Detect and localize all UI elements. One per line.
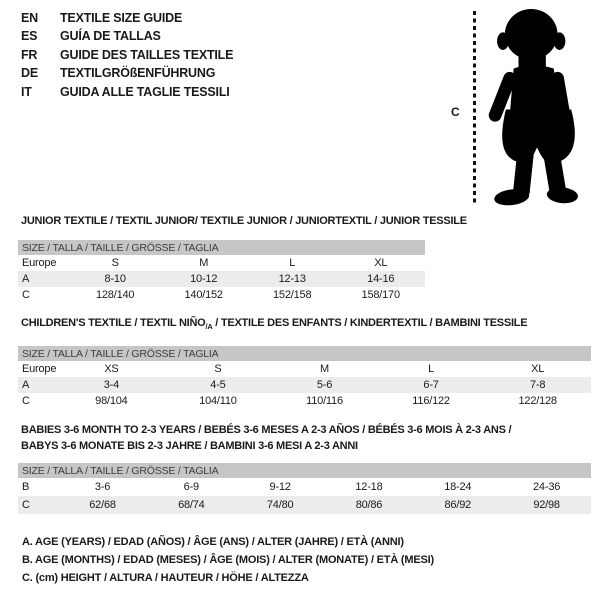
row-label-cell: C: [22, 395, 30, 408]
size-cell: XS: [104, 363, 119, 376]
table-row: [18, 287, 425, 303]
row-label-cell: B: [22, 481, 30, 493]
size-cell: 10-12: [190, 273, 218, 285]
children-table-title: [21, 317, 591, 333]
title-line: BABIES 3-6 MONTH TO 2-3 YEARS / BEBÉS 3-6 MESES A 2-3 AÑOS / BÉBÉS 3-6 MOIS À 2-3 ANS /: [21, 424, 512, 436]
toddler-silhouette-icon: [485, 8, 593, 208]
language-code: IT: [21, 84, 32, 99]
table-row: [18, 271, 425, 287]
size-cell: 12-18: [355, 481, 383, 493]
size-cell: S: [111, 257, 119, 269]
language-row: [21, 27, 233, 45]
size-cell: 116/122: [412, 395, 450, 408]
children-size-table: [18, 346, 591, 409]
language-title-list: [21, 9, 233, 101]
junior-table-title: JUNIOR TEXTILE / TEXTIL JUNIOR/ TEXTILE JUNIOR / JUNIORTEXTIL / JUNIOR TESSILE: [21, 215, 467, 227]
size-cell: 6-9: [183, 481, 199, 493]
size-cell: 68/74: [178, 499, 205, 511]
language-row: [21, 64, 233, 82]
size-cell: 74/80: [266, 499, 294, 511]
junior-size-table: [18, 240, 425, 303]
footnote-c: C. (cm) HEIGHT / ALTURA / HAUTEUR / HÖHE / ALTEZZA: [22, 572, 309, 584]
row-label-cell: C: [22, 289, 30, 301]
table-row: [18, 478, 591, 496]
table-row: [18, 393, 591, 409]
guide-title: GUIDA ALLE TAGLIE TESSILI: [60, 84, 230, 99]
size-cell: 80/86: [355, 499, 383, 511]
size-cell: 8-10: [104, 273, 126, 285]
size-cell: 62/68: [89, 499, 116, 511]
guide-title: TEXTILE SIZE GUIDE: [60, 11, 183, 25]
size-cell: 92/98: [533, 499, 560, 511]
table-row: [18, 377, 591, 393]
size-header-bar: SIZE / TALLA / TAILLE / GRÖSSE / TAGLIA: [18, 346, 591, 361]
size-cell: 104/110: [199, 395, 237, 408]
guide-title: TEXTILGRÖßENFÜHRUNG: [60, 66, 216, 81]
babies-table-title: [21, 423, 591, 454]
table-row: [18, 255, 425, 271]
size-cell: 12-13: [278, 273, 306, 285]
size-cell: XL: [374, 257, 388, 269]
size-cell: 14-16: [367, 273, 395, 285]
size-cell: M: [199, 257, 209, 269]
junior-table-section: [18, 215, 467, 303]
size-cell: 128/140: [95, 289, 135, 301]
language-row: [21, 9, 233, 27]
language-code: FR: [21, 47, 38, 62]
size-cell: 18-24: [444, 481, 472, 493]
size-cell: L: [289, 257, 296, 269]
size-cell: 98/104: [95, 395, 128, 408]
row-label-cell: C: [22, 499, 30, 511]
table-row: [18, 361, 591, 377]
row-label-cell: Europe: [22, 257, 57, 269]
size-cell: 24-36: [533, 481, 561, 493]
language-code: EN: [21, 11, 38, 25]
size-cell: M: [320, 363, 329, 376]
size-cell: 110/116: [306, 395, 343, 408]
language-code: ES: [21, 29, 38, 44]
size-cell: S: [214, 363, 222, 376]
size-header-bar: SIZE / TALLA / TAILLE / GRÖSSE / TAGLIA: [18, 240, 425, 255]
size-cell: L: [428, 363, 435, 376]
title-text: CHILDREN'S TEXTILE / TEXTIL NIÑO: [21, 317, 206, 329]
size-cell: 140/152: [184, 289, 223, 301]
height-measure-line: [473, 11, 476, 206]
title-line: BABYS 3-6 MONATE BIS 2-3 JAHRE / BAMBINI 3-6 MESI A 2-3 ANNI: [21, 439, 358, 452]
row-label-cell: A: [22, 379, 30, 392]
footnote-a: A. AGE (YEARS) / EDAD (AÑOS) / ÂGE (ANS) / ALTER (JAHRE) / ETÀ (ANNI): [22, 536, 404, 548]
size-cell: 152/158: [273, 289, 312, 301]
title-text: / TEXTILE DES ENFANTS / KINDERTEXTIL / BAMBINI TESSILE: [212, 317, 528, 329]
language-row: [21, 46, 233, 64]
guide-title: GUIDE DES TAILLES TEXTILE: [60, 47, 234, 62]
size-cell: 122/128: [518, 395, 557, 408]
children-table-section: [18, 317, 591, 409]
size-cell: 6-7: [423, 379, 439, 392]
size-header-bar: SIZE / TALLA / TAILLE / GRÖSSE / TAGLIA: [18, 463, 591, 478]
row-label-cell: A: [22, 273, 30, 285]
height-measure-label: C: [451, 105, 460, 119]
title-subscript: /A: [205, 322, 213, 332]
size-cell: XL: [531, 363, 545, 376]
size-cell: 158/170: [361, 289, 400, 301]
language-row: [21, 83, 233, 101]
size-cell: 9-12: [269, 481, 291, 493]
table-row: [18, 496, 591, 514]
size-cell: 5-6: [316, 379, 333, 392]
size-cell: 4-5: [210, 379, 226, 392]
footnotes: [22, 533, 434, 587]
size-cell: 7-8: [530, 379, 546, 392]
babies-size-table: [18, 463, 591, 514]
size-cell: 3-6: [94, 481, 111, 493]
row-label-cell: Europe: [22, 363, 57, 376]
language-code: DE: [21, 66, 38, 81]
babies-table-section: [18, 423, 591, 514]
size-cell: 3-4: [103, 379, 120, 392]
footnote-b: B. AGE (MONTHS) / EDAD (MESES) / ÂGE (MOIS) / ALTER (MONATE) / ETÀ (MESI): [22, 554, 434, 566]
size-cell: 86/92: [444, 499, 472, 511]
guide-title: GUÍA DE TALLAS: [60, 29, 161, 44]
